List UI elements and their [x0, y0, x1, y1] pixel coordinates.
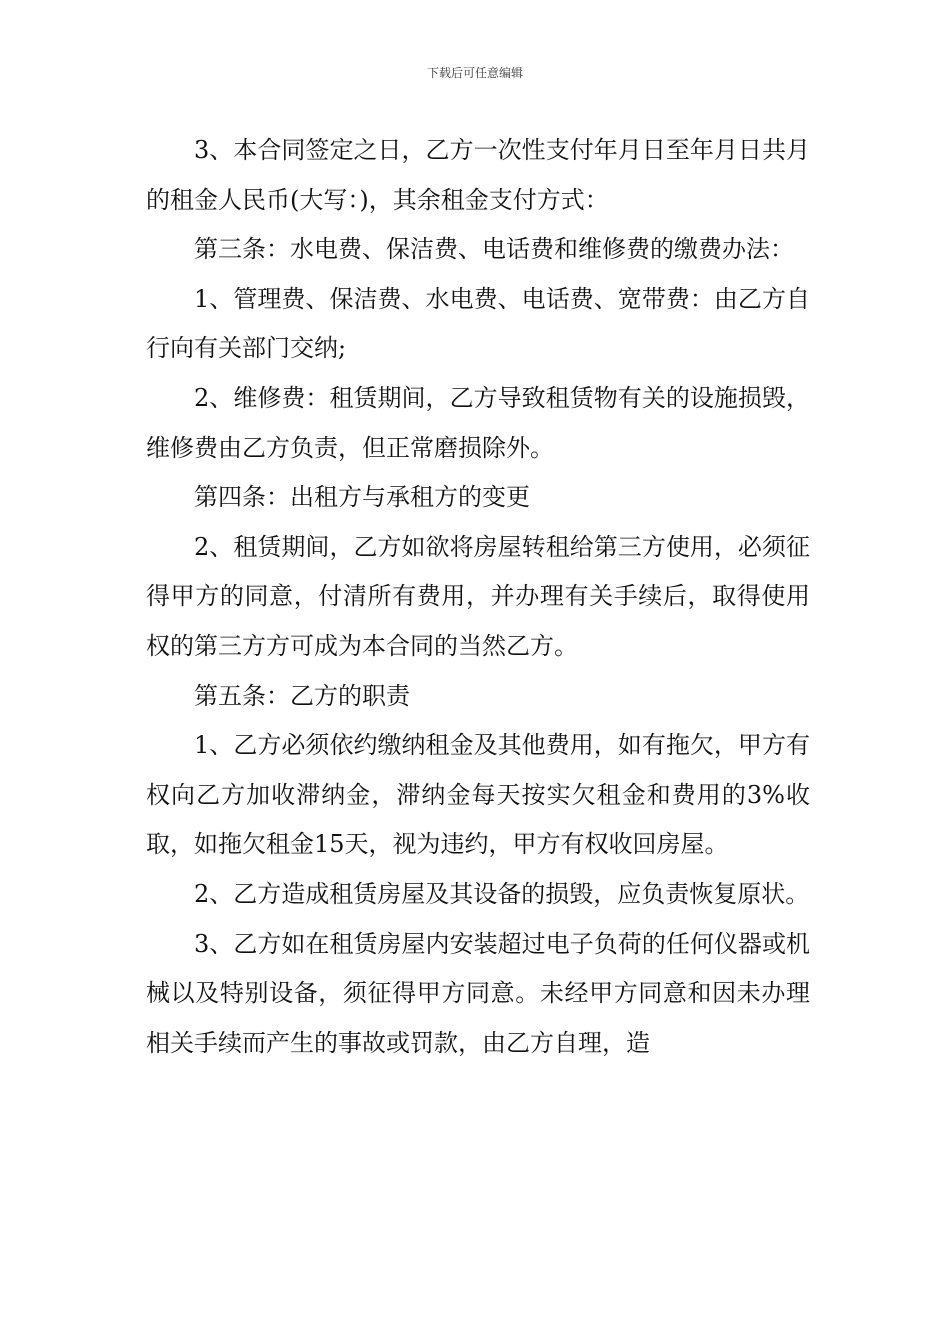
paragraph-payment-clause: 3、本合同签定之日，乙方一次性支付年月日至年月日共月的租金人民币(大写：)，其余租金支付方式： [146, 136, 810, 214]
document-body [146, 126, 810, 1068]
article-three-heading: 第三条：水电费、保洁费、电话费和维修费的缴费办法： [194, 235, 794, 264]
paragraph-equipment-installation: 3、乙方如在租赁房屋内安装超过电子负荷的任何仪器或机械以及特别设备，须征得甲方同意。未经甲方同意和因未办理相关手续而产生的事故或罚款，由乙方自理，造 [146, 929, 810, 1057]
paragraph-rent-arrears: 1、乙方必须依约缴纳租金及其他费用，如有拖欠，甲方有权向乙方加收滞纳金，滞纳金每天按实欠租金和费用的3%收取，如拖欠租金15天，视为违约，甲方有权收回房屋。 [146, 731, 810, 859]
article-four-heading: 第四条：出租方与承租方的变更 [194, 483, 530, 512]
page-header: 下载后可任意编辑 [426, 66, 523, 80]
article-five-heading: 第五条：乙方的职责 [194, 681, 410, 710]
paragraph-sublease: 2、租赁期间，乙方如欲将房屋转租给第三方使用，必须征得甲方的同意，付清所有费用，并办理有关手续后，取得使用权的第三方方可成为本合同的当然乙方。 [146, 532, 810, 660]
paragraph-damage-restoration: 2、乙方造成租赁房屋及其设备的损毁，应负责恢复原状。 [194, 879, 810, 908]
paragraph-maintenance-fees: 2、维修费：租赁期间，乙方导致租赁物有关的设施损毁，维修费由乙方负责，但正常磨损除外。 [146, 383, 810, 462]
paragraph-management-fees: 1、管理费、保洁费、水电费、电话费、宽带费：由乙方自行向有关部门交纳; [146, 284, 810, 363]
